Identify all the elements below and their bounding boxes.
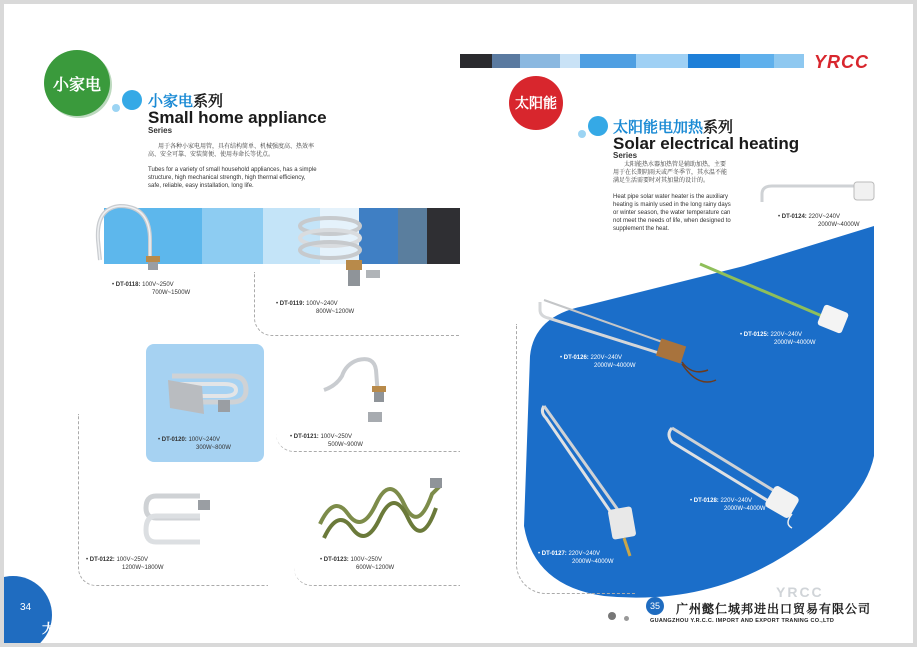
- left-desc-en-1: Tubes for a variety of small household appliances, has a simple: [148, 167, 317, 173]
- color-bar-7: [688, 54, 740, 68]
- dt-0118-voltage: 100V~250V: [142, 282, 174, 288]
- dt-0125-power: 2000W~4000W: [774, 340, 816, 346]
- left-series-label: Series: [148, 126, 173, 135]
- heater-dt-0122-image: [140, 486, 220, 556]
- dt-0126-power: 2000W~4000W: [594, 363, 636, 369]
- color-bar-6: [398, 208, 427, 264]
- color-bar-2: [492, 54, 520, 68]
- dt-0121-code: DT-0121:: [293, 434, 319, 440]
- footer-dot: [608, 612, 616, 620]
- dt-0124-spec: • DT-0124: 220V~240V 2000W~4000W: [778, 214, 860, 228]
- watermark-left: 大数跨境: [42, 621, 95, 636]
- color-bar-7: [427, 208, 460, 264]
- dt-0125-voltage: 220V~240V: [770, 332, 802, 338]
- small-appliance-badge: 小家电: [44, 50, 110, 116]
- right-desc-en-1: Heat pipe solar water heater is the auxiliary: [613, 194, 729, 200]
- footer-dot-small: [624, 616, 629, 621]
- color-bar-3: [520, 54, 560, 68]
- dt-0125-code: DT-0125:: [743, 332, 769, 338]
- dt-0122-voltage: 100V~250V: [116, 557, 148, 563]
- bullet-dot-small: [112, 104, 120, 112]
- dt-0128-voltage: 220V~240V: [720, 498, 752, 504]
- right-desc-cn-1: 太阳能热水器加热管是辅助加热，主要: [624, 162, 727, 168]
- heater-dt-0128-image: [664, 420, 814, 530]
- heater-dt-0124-image: [756, 176, 886, 216]
- company-name-en: GUANGZHOU Y.R.C.C. IMPORT AND EXPORT TRANING CO.,LTD: [650, 618, 835, 624]
- dt-0118-spec: • DT-0118: 100V~250V 700W~1500W: [112, 282, 191, 296]
- right-desc-en-5: supplement the heat.: [613, 226, 670, 232]
- watermark-right: YRCC: [776, 584, 824, 600]
- dt-0122-code: DT-0122:: [89, 557, 115, 563]
- dt-0123-power: 600W~1200W: [356, 565, 395, 571]
- color-bar-4: [560, 54, 580, 68]
- dt-0128-code: DT-0128:: [693, 498, 719, 504]
- bullet-dot: [122, 90, 142, 110]
- left-title-cn-main: 小家电: [148, 93, 194, 110]
- dt-0127-voltage: 220V~240V: [568, 551, 600, 557]
- dt-0119-spec: • DT-0119: 100V~240V 800W~1200W: [276, 301, 355, 315]
- dt-0119-frame: [254, 272, 460, 336]
- solar-badge: 太阳能: [509, 76, 563, 130]
- color-bar-1: [460, 54, 492, 68]
- right-series-label: Series: [613, 151, 638, 160]
- left-title-cn-suffix: 系列: [193, 93, 224, 110]
- dt-0127-frame: [516, 324, 636, 594]
- dt-0120-spec: • DT-0120: 100V~240V 300W~800W: [158, 437, 231, 451]
- dt-0122-power: 1200W~1800W: [122, 565, 164, 571]
- left-desc-cn-1: 用于各种小家电用管，具有结构简单、机械强度高、热效率: [158, 144, 315, 150]
- dt-0118-power: 700W~1500W: [152, 290, 191, 296]
- left-desc-en-3: safe, reliable, easy installation, long life.: [148, 183, 254, 189]
- dt-0120-code: DT-0120:: [161, 437, 187, 443]
- bullet-dot-right-small: [578, 130, 586, 138]
- dt-0123-spec: • DT-0123: 100V~250V 600W~1200W: [320, 557, 395, 571]
- dt-0124-voltage: 220V~240V: [808, 214, 840, 220]
- catalog-spread: [4, 4, 913, 643]
- dt-0121-frame: [276, 360, 460, 452]
- bullet-dot-right: [588, 116, 608, 136]
- page-number-left: 34: [20, 602, 32, 613]
- dt-0123-voltage: 100V~250V: [350, 557, 382, 563]
- right-title-en: Solar electrical heating: [613, 134, 800, 153]
- left-title-en: Small home appliance: [148, 108, 327, 127]
- dt-0126-voltage: 220V~240V: [590, 355, 622, 361]
- dt-0121-voltage: 100V~250V: [320, 434, 352, 440]
- right-desc-en-4: not meet the needs of life, when designed to: [613, 218, 731, 224]
- heater-dt-0118-image: [90, 200, 180, 276]
- dt-0120-voltage: 100V~240V: [188, 437, 220, 443]
- dt-0124-power: 2000W~4000W: [818, 222, 860, 228]
- dt-0126-spec: • DT-0126: 220V~240V 2000W~4000W: [560, 355, 636, 369]
- dt-0126-code: DT-0126:: [563, 355, 589, 361]
- left-desc-en-2: structure, high mechanical strength, high thermal efficiency,: [148, 175, 306, 181]
- dt-0127-power: 2000W~4000W: [572, 559, 614, 565]
- dt-0128-spec: • DT-0128: 220V~240V 2000W~4000W: [690, 498, 766, 512]
- dt-0121-spec: • DT-0121: 100V~250V 500W~900W: [290, 434, 363, 448]
- right-desc-en-2: heating is mainly used in the long rainy days: [613, 202, 731, 208]
- right-title-cn-suffix: 系列: [703, 119, 734, 136]
- dt-0118-code: DT-0118:: [115, 282, 141, 288]
- dt-0121-power: 500W~900W: [328, 442, 363, 448]
- color-bar-6: [636, 54, 688, 68]
- brand-logo: YRCC: [814, 52, 870, 72]
- dt-0119-power: 800W~1200W: [316, 309, 355, 315]
- color-bar-2: [202, 208, 264, 264]
- left-desc-cn-2: 高、安全可靠、安装简便、使用寿命长等优点。: [148, 152, 275, 158]
- color-bar-9: [774, 54, 804, 68]
- dt-0119-code: DT-0119:: [279, 301, 305, 307]
- dt-0122-spec: • DT-0122: 100V~250V 1200W~1800W: [86, 557, 164, 571]
- dt-0120-power: 300W~800W: [196, 445, 231, 451]
- dt-0127-code: DT-0127:: [541, 551, 567, 557]
- color-bar-8: [740, 54, 774, 68]
- company-name-cn: 广州懿仁城邦进出口贸易有限公司: [676, 602, 872, 616]
- right-title-cn-main: 太阳能电加热: [613, 119, 704, 136]
- page-number-right: 35: [646, 597, 664, 615]
- right-color-band: [460, 54, 804, 68]
- dt-0119-voltage: 100V~240V: [306, 301, 338, 307]
- dt-0124-code: DT-0124:: [781, 214, 807, 220]
- heater-dt-0123-image: [314, 464, 450, 554]
- dt-0125-spec: • DT-0125: 220V~240V 2000W~4000W: [740, 332, 816, 346]
- right-desc-cn-3: 满足生活需要时对其加量的设计的。: [613, 178, 710, 184]
- right-desc-en-3: or winter season, the water temperature can: [613, 210, 731, 216]
- dt-0127-spec: • DT-0127: 220V~240V 2000W~4000W: [538, 551, 614, 565]
- right-desc-cn-2: 用于在长期阴雨天或严冬季节，其水温不能: [613, 170, 728, 176]
- color-bar-5: [580, 54, 636, 68]
- dt-0123-code: DT-0123:: [323, 557, 349, 563]
- dt-0128-power: 2000W~4000W: [724, 506, 766, 512]
